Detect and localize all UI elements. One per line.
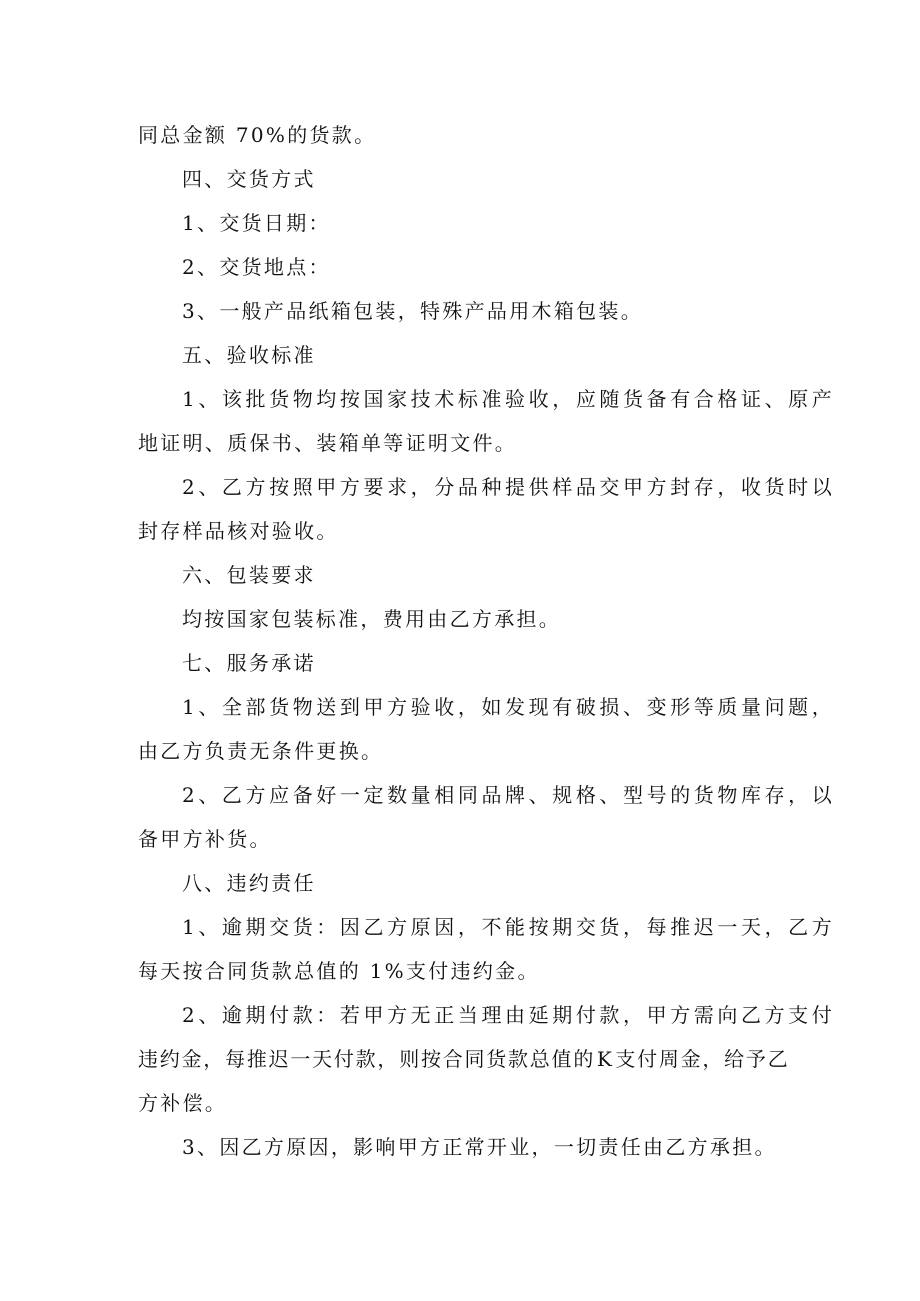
text-line: 1 、 该 批 货 物 均 按 国 家 技 术 标 准 验 收 ， 应 随 货 备 有 合 格 证 、 原 产 <box>182 387 832 411</box>
paragraph <box>138 1125 788 1169</box>
text-line: 同总金额 70%的货款。 <box>138 123 377 147</box>
text-line: 五、验收标准 <box>182 343 316 367</box>
text-line: 方补偿。 <box>138 1091 228 1115</box>
text-line: 3、因乙方原因，影响甲方正常开业，一切责任由乙方承担。 <box>182 1135 777 1159</box>
document-body <box>138 113 832 1169</box>
paragraph <box>138 333 788 377</box>
paragraph <box>138 597 788 641</box>
paragraph <box>138 201 788 245</box>
text-line: 均按国家包装标准，费用由乙方承担。 <box>182 607 562 631</box>
paragraph <box>138 773 832 861</box>
paragraph <box>138 465 832 553</box>
text-line: 2 、 乙 方 应 备 好 一 定 数 量 相 同 品 牌 、 规 格 、 型 号 的 货 物 库 存 ， 以 <box>182 783 832 807</box>
text-line: 违 约 金 ， 每 推 迟 一 天 付 款 ， 则 按 合 同 货 款 总 值 的 K 支 付 周 金 ， 给 予 乙 <box>138 1047 788 1071</box>
text-line: 3、一般产品纸箱包装，特殊产品用木箱包装。 <box>182 299 644 323</box>
text-line: 四、交货方式 <box>182 167 316 191</box>
paragraph <box>138 685 832 773</box>
text-line: 地证明、质保书、装箱单等证明文件。 <box>138 431 518 455</box>
text-line: 七、服务承诺 <box>182 651 316 675</box>
text-line: 备甲方补货。 <box>138 827 272 851</box>
text-line: 1 、 逾 期 交 货 ： 因 乙 方 原 因 ， 不 能 按 期 交 货 ， 每 推 迟 一 天 ， 乙 方 <box>182 915 832 939</box>
text-line: 2 、 乙 方 按 照 甲 方 要 求 ， 分 品 种 提 供 样 品 交 甲 方 封 存 ， 收 货 时 以 <box>182 475 832 499</box>
paragraph <box>138 157 788 201</box>
paragraph <box>138 289 788 333</box>
paragraph <box>138 113 788 157</box>
text-line: 1、交货日期： <box>182 211 331 235</box>
text-line: 2 、 逾 期 付 款 ： 若 甲 方 无 正 当 理 由 延 期 付 款 ， 甲 方 需 向 乙 方 支 付 <box>182 1003 832 1027</box>
text-line: 封存样品核对验收。 <box>138 519 339 543</box>
text-line: 1 、 全 部 货 物 送 到 甲 方 验 收 ， 如 发 现 有 破 损 、 变 形 等 质 量 问 题 ， <box>182 695 832 719</box>
paragraph <box>138 553 788 597</box>
text-line: 六、包装要求 <box>182 563 316 587</box>
text-line: 八、违约责任 <box>182 871 316 895</box>
paragraph <box>138 377 832 465</box>
text-line: 2、交货地点： <box>182 255 331 279</box>
paragraph <box>138 245 788 289</box>
text-line: 每天按合同货款总值的 1%支付违约金。 <box>138 959 540 983</box>
paragraph <box>138 905 832 993</box>
paragraph <box>138 641 788 685</box>
paragraph <box>138 993 832 1125</box>
paragraph <box>138 861 788 905</box>
text-line: 由乙方负责无条件更换。 <box>138 739 384 763</box>
